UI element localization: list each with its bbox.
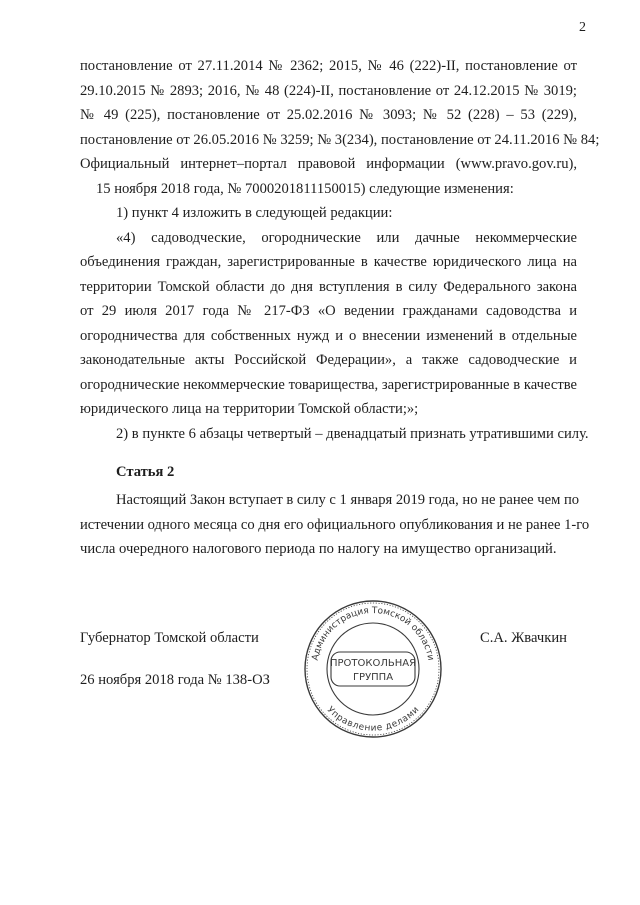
- page-number: 2: [579, 20, 586, 35]
- quote-line-6: законодательные акты Российской Федерации», а также садоводческие и: [80, 352, 577, 368]
- article2-line-3: числа очередного налогового периода по налогу на имущество организаций.: [80, 541, 557, 557]
- stamp-ring-bottom-text: Управление делами: [324, 704, 422, 734]
- stamp-center-line-2: ГРУППА: [352, 672, 394, 683]
- paragraph1-line-5: Официальный интернет–портал правовой информации (www.pravo.gov.ru),: [80, 156, 577, 172]
- article2-heading: Статья 2: [116, 464, 175, 480]
- law-date-number: 26 ноября 2018 года № 138-ОЗ: [80, 672, 270, 688]
- stamp-seal: [302, 598, 444, 740]
- quote-line-8: юридического лица на территории Томской области;»;: [80, 401, 419, 417]
- article2-line-2: истечении одного месяца со дня его официального опубликования и не ранее 1-го: [80, 516, 590, 533]
- paragraph1-line-1: постановление от 27.11.2014 № 2362; 2015, № 46 (222)-II, постановление от: [80, 58, 577, 74]
- article2-line-1: Настоящий Закон вступает в силу с 1 января 2019 года, но не ранее чем по: [116, 492, 580, 508]
- paragraph1-line-4: постановление от 26.05.2016 № 3259; № 3(234), постановление от 24.11.2016 № 84;: [80, 131, 600, 148]
- quote-line-7: огороднические некоммерческие товарищества, зарегистрированные в качестве: [80, 376, 577, 393]
- quote-line-4: от 29 июля 2017 года № 217-ФЗ «О ведении гражданами садоводства и: [80, 303, 577, 319]
- stamp-inner-ring: [327, 623, 419, 715]
- quote-line-5: огородничества для собственных нужд и о внесении изменений в отдельные: [80, 327, 577, 344]
- item1-line: 1) пункт 4 изложить в следующей редакции:: [116, 205, 393, 221]
- quote-line-1: «4) садоводческие, огороднические или дачные некоммерческие: [116, 229, 577, 246]
- item2-line: 2) в пункте 6 абзацы четвертый – двенадцатый признать утратившими силу.: [116, 425, 589, 442]
- governor-name: С.А. Жвачкин: [480, 630, 567, 646]
- stamp-center-line-1: ПРОТОКОЛЬНАЯ: [329, 658, 417, 669]
- paragraph1-line-2: 29.10.2015 № 2893; 2016, № 48 (224)-II, постановление от 24.12.2015 № 3019;: [80, 82, 577, 99]
- paragraph1-line-6: 15 ноября 2018 года, № 7000201811150015) следующие изменения:: [96, 180, 514, 197]
- quote-line-3: территории Томской области до дня вступления в силу Федерального закона: [80, 278, 577, 295]
- governor-position: Губернатор Томской области: [80, 630, 259, 646]
- paragraph1-line-3: № 49 (225), постановление от 25.02.2016 № 3093; № 52 (228) – 53 (229),: [80, 107, 577, 123]
- stamp-outer-ring: [305, 601, 441, 737]
- stamp-ring-top-text: Администрация Томской области: [310, 605, 436, 662]
- quote-line-2: объединения граждан, зарегистрированные в качестве юридического лица на: [80, 254, 577, 270]
